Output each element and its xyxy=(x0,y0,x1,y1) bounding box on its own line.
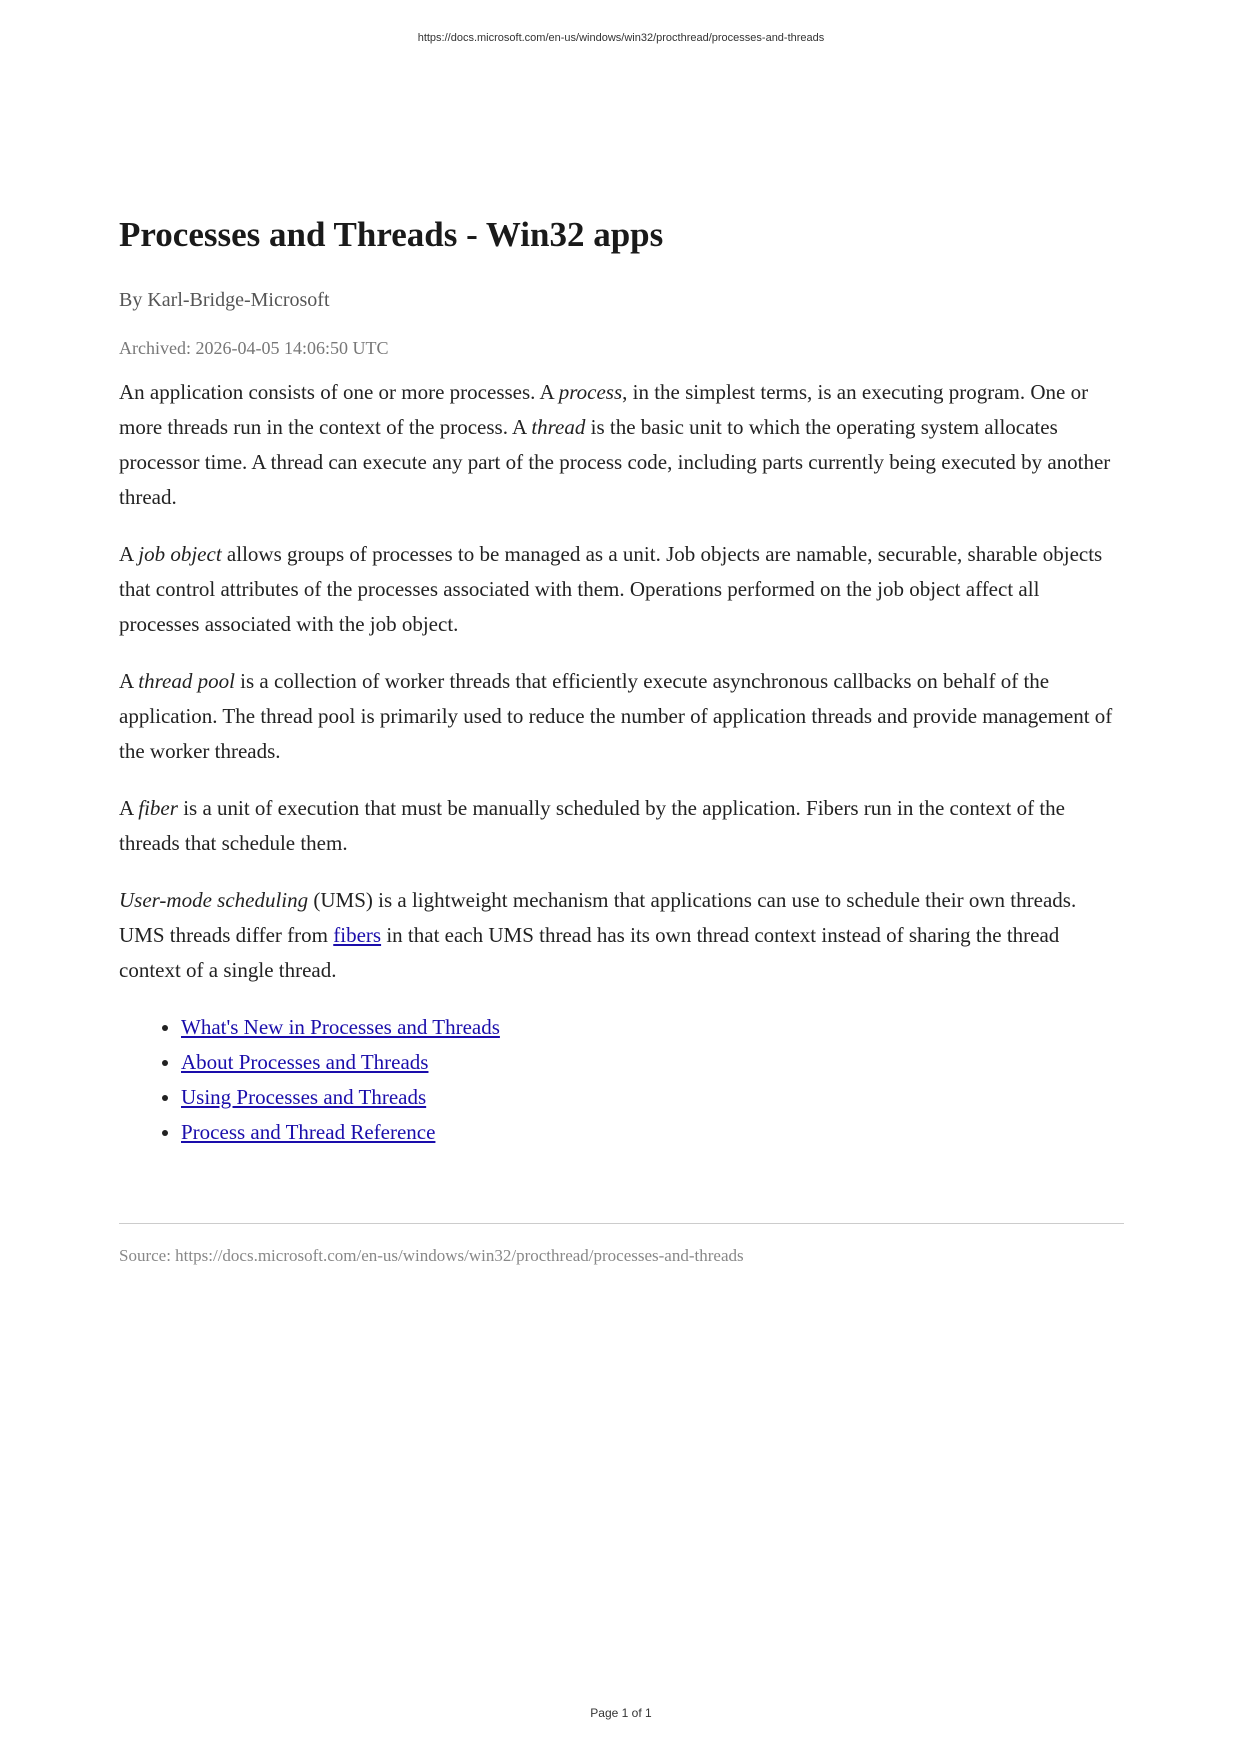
paragraph-processes: An application consists of one or more processes. A process, in the simplest terms, is an executing program. One or more threads run in the context of the process. A thread is the basic unit to which the operating system allocates processor time. A thread can execute any part of the process code, including parts currently being executed by another thread. xyxy=(119,380,1111,509)
paragraph-fiber: A fiber is a unit of execution that must be manually scheduled by the application. Fibers run in the context of the threads that schedule them. xyxy=(119,796,1065,855)
list-item xyxy=(181,1115,1124,1150)
paragraph-job-object: A job object allows groups of processes to be managed as a unit. Job objects are namable, securable, sharable objects that control attributes of the processes associated with them. Operations performed on the job object affect all processes associated with the job object. xyxy=(119,542,1103,636)
about-processes-link[interactable]: About Processes and Threads xyxy=(181,1050,429,1074)
using-processes-link[interactable]: Using Processes and Threads xyxy=(181,1085,427,1109)
list-item xyxy=(181,1010,1124,1045)
list-item xyxy=(181,1080,1124,1115)
fibers-link[interactable]: fibers xyxy=(333,923,382,947)
article xyxy=(119,210,1124,1150)
paragraph-thread-pool: A thread pool is a collection of worker threads that efficiently execute asynchronous callbacks on behalf of the application. The thread pool is primarily used to reduce the number of application threads and provide management of the worker threads. xyxy=(119,669,1113,763)
reference-link[interactable]: Process and Thread Reference xyxy=(181,1120,436,1144)
related-links-list xyxy=(119,1010,1124,1150)
footer-divider xyxy=(119,1223,1124,1224)
source-url: Source: https://docs.microsoft.com/en-us/windows/win32/procthread/processes-and-threads xyxy=(119,1246,744,1265)
byline: By Karl-Bridge-Microsoft xyxy=(119,289,330,311)
page-title: Processes and Threads - Win32 apps xyxy=(119,215,664,254)
archived-timestamp: Archived: 2026-04-05 14:06:50 UTC xyxy=(119,338,389,358)
header-url: https://docs.microsoft.com/en-us/windows/win32/procthread/processes-and-threads xyxy=(417,32,825,44)
list-item xyxy=(181,1045,1124,1080)
page-number: Page 1 of 1 xyxy=(590,1706,652,1720)
paragraph-ums: User-mode scheduling (UMS) is a lightweight mechanism that applications can use to schedule their own threads. UMS threads differ from fibers in that each UMS thread has its own thread context instead of sharing the thread context of a single thread. xyxy=(119,888,1077,982)
whats-new-link[interactable]: What's New in Processes and Threads xyxy=(181,1015,500,1039)
